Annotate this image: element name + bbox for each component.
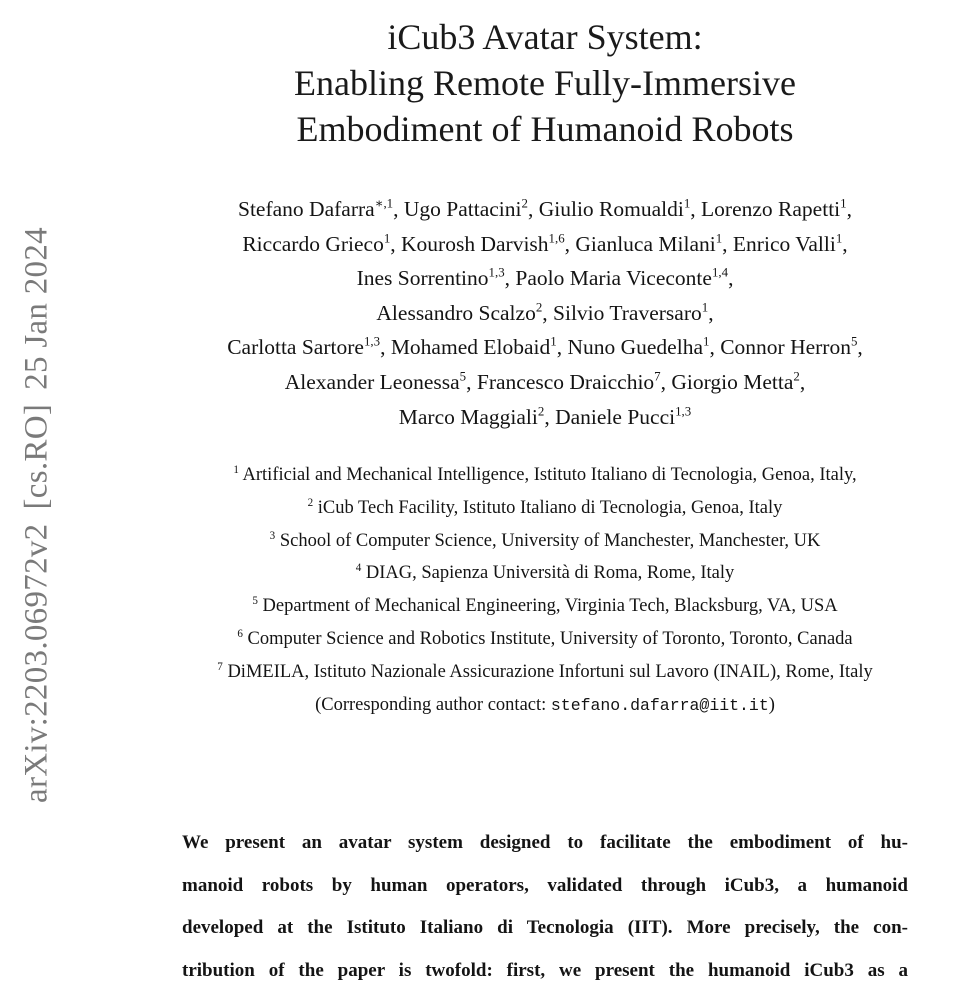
affiliation-text: Department of Mechanical Engineering, Virginia Tech, Blacksburg, VA, USA xyxy=(262,596,838,617)
author-affiliation-marker: 1,3 xyxy=(675,404,692,419)
author-separator: , xyxy=(527,197,539,221)
affiliation-list xyxy=(0,459,956,722)
affiliation-number: 3 xyxy=(269,529,276,542)
author-separator: , xyxy=(846,197,852,221)
author-name: Daniele Pucci xyxy=(555,404,676,429)
author-affiliation-marker: 2 xyxy=(521,196,528,211)
author-name: Enrico Valli xyxy=(732,231,836,256)
affiliation-item xyxy=(0,492,956,525)
author-line xyxy=(0,330,956,365)
affiliation-text: Artificial and Mechanical Intelligence, Istituto Italiano di Tecnologia, Genoa, Italy, xyxy=(242,465,857,485)
author-separator: , xyxy=(842,231,848,256)
abstract-line: manoid robots by human operators, validated through iCub3, a humanoid xyxy=(182,874,908,896)
author-name: Alessandro Scalzo xyxy=(376,300,536,325)
author-affiliation-marker: 1 xyxy=(550,335,557,349)
author-affiliation-marker: 1 xyxy=(701,300,709,315)
author-affiliation-marker: 5 xyxy=(850,335,858,349)
affiliation-number: 7 xyxy=(217,660,223,673)
author-list xyxy=(0,192,956,434)
affiliation-item xyxy=(0,656,956,689)
paper-title xyxy=(0,14,956,152)
author-affiliation-marker: 1,4 xyxy=(711,265,729,280)
affiliation-number: 4 xyxy=(355,562,362,575)
affiliation-number: 2 xyxy=(307,496,314,509)
affiliation-item xyxy=(0,557,956,590)
affiliation-item xyxy=(0,459,956,492)
author-separator: , xyxy=(728,266,734,291)
contact-suffix: ) xyxy=(768,694,775,715)
title-line: Embodiment of Humanoid Robots xyxy=(296,109,794,149)
author-name: Ines Sorrentino xyxy=(356,266,489,291)
author-separator: , xyxy=(564,231,576,256)
author-separator: , xyxy=(544,404,556,429)
affiliation-lines xyxy=(0,459,956,689)
author-name: Gianluca Milani xyxy=(575,231,716,256)
author-name: Lorenzo Rapetti xyxy=(701,197,841,221)
contact-email: stefano.dafarra@iit.it xyxy=(550,695,769,715)
author-name: Connor Herron xyxy=(720,335,851,360)
author-separator: , xyxy=(380,335,391,360)
contact-prefix: (Corresponding author contact: xyxy=(315,694,551,715)
author-separator: , xyxy=(390,231,402,256)
author-name: Kourosh Darvish xyxy=(401,231,549,256)
author-separator: , xyxy=(556,335,568,360)
author-separator: , xyxy=(708,300,714,325)
affiliation-number: 5 xyxy=(252,594,258,607)
arxiv-category: [cs.RO] xyxy=(18,403,55,510)
author-separator: , xyxy=(709,335,721,360)
author-name: Paolo Maria Viceconte xyxy=(515,266,712,291)
author-name: Giorgio Metta xyxy=(671,369,794,394)
affiliation-item xyxy=(0,590,956,623)
author-name: Nuno Guedelha xyxy=(567,335,703,360)
author-affiliation-marker: 1 xyxy=(383,231,391,246)
affiliation-text: Computer Science and Robotics Institute, University of Toronto, Toronto, Canada xyxy=(247,628,853,649)
author-affiliation-marker: 2 xyxy=(793,369,800,384)
author-line xyxy=(0,192,956,227)
author-line xyxy=(0,365,956,400)
author-line xyxy=(0,261,956,296)
author-separator: , xyxy=(466,369,477,394)
author-separator: , xyxy=(799,369,806,394)
author-line xyxy=(0,400,956,435)
author-name: Giulio Romualdi xyxy=(538,197,684,221)
abstract xyxy=(182,822,908,992)
author-separator: , xyxy=(504,266,516,291)
affiliation-item xyxy=(0,525,956,558)
author-affiliation-marker: 5 xyxy=(459,369,467,384)
author-name: Francesco Draicchio xyxy=(476,369,655,394)
affiliation-number: 1 xyxy=(233,463,239,476)
author-affiliation-marker: 1 xyxy=(840,196,847,211)
title-line: Enabling Remote Fully-Immersive xyxy=(294,63,796,103)
affiliation-text: DIAG, Sapienza Università di Roma, Rome, Italy xyxy=(365,563,735,584)
author-name: Marco Maggiali xyxy=(398,404,538,429)
author-name: Carlotta Sartore xyxy=(227,335,364,360)
author-affiliation-marker: 2 xyxy=(535,300,543,315)
arxiv-date: 25 Jan 2024 xyxy=(18,227,55,390)
author-separator: , xyxy=(393,197,404,221)
arxiv-id: arXiv:2203.06972v2 xyxy=(18,523,55,803)
author-affiliation-marker: 1 xyxy=(835,231,843,246)
author-affiliation-marker: ∗,1 xyxy=(374,196,394,211)
affiliation-text: School of Computer Science, University of Manchester, Manchester, UK xyxy=(279,530,821,551)
author-affiliation-marker: 1,6 xyxy=(548,231,565,246)
author-name: Ugo Pattacini xyxy=(403,197,522,221)
author-affiliation-marker: 1,3 xyxy=(363,335,381,349)
author-affiliation-marker: 1 xyxy=(702,335,710,349)
author-separator: , xyxy=(542,300,554,325)
author-separator: , xyxy=(857,335,863,360)
affiliation-number: 6 xyxy=(237,627,243,640)
author-separator: , xyxy=(660,369,672,394)
abstract-line: tribution of the paper is twofold: first, we present the humanoid iCub3 as a xyxy=(182,959,908,981)
author-line xyxy=(0,296,956,331)
author-name: Mohamed Elobaid xyxy=(390,335,551,360)
author-affiliation-marker: 2 xyxy=(537,404,545,419)
author-affiliation-marker: 1,3 xyxy=(488,265,505,280)
author-name: Alexander Leonessa xyxy=(284,369,460,394)
author-affiliation-marker: 1 xyxy=(683,196,691,211)
abstract-line: We present an avatar system designed to facilitate the embodiment of hu- xyxy=(182,832,908,853)
author-separator: , xyxy=(722,231,733,256)
author-affiliation-marker: 7 xyxy=(654,369,661,384)
title-line: iCub3 Avatar System: xyxy=(387,17,703,57)
author-affiliation-marker: 1 xyxy=(715,231,723,246)
corresponding-contact xyxy=(0,689,956,723)
affiliation-text: iCub Tech Facility, Istituto Italiano di Tecnologia, Genoa, Italy xyxy=(317,497,783,518)
author-name: Stefano Dafarra xyxy=(238,197,375,221)
author-name: Silvio Traversaro xyxy=(553,300,702,325)
affiliation-text: DiMEILA, Istituto Nazionale Assicurazione Infortuni sul Lavoro (INAIL), Rome, Italy xyxy=(227,661,873,682)
author-line xyxy=(0,227,956,262)
abstract-line: developed at the Istituto Italiano di Tecnologia (IIT). More precisely, the con- xyxy=(182,917,908,938)
author-separator: , xyxy=(690,197,702,221)
affiliation-item xyxy=(0,623,956,656)
author-name: Riccardo Grieco xyxy=(242,231,384,256)
